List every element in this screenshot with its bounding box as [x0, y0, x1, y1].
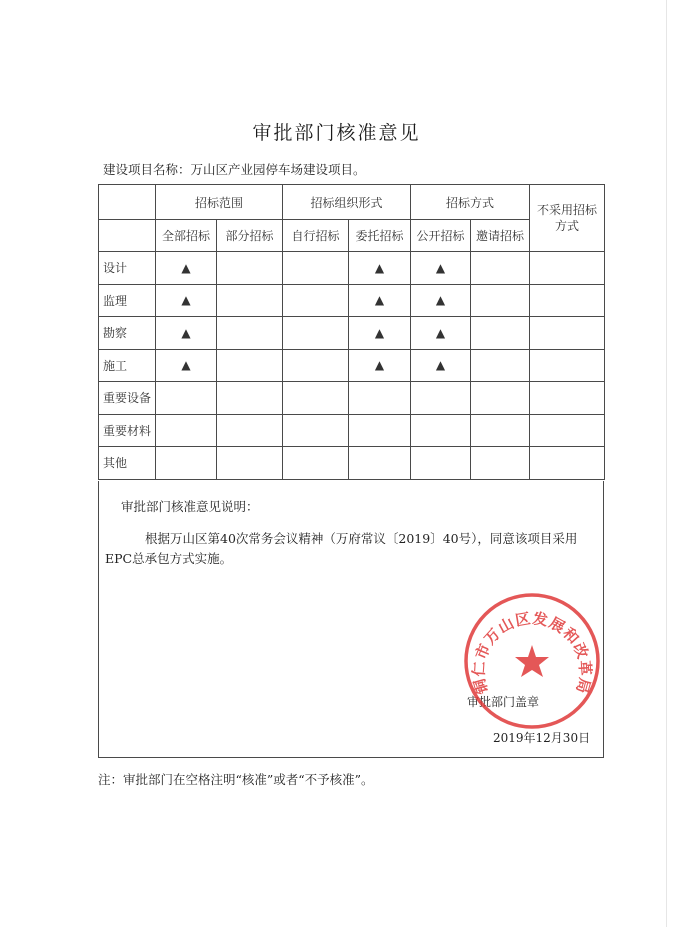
mark-cell — [530, 349, 605, 382]
mark-cell: ▲ — [411, 284, 471, 317]
mark-cell — [530, 414, 605, 447]
table-row — [99, 317, 605, 350]
header-org-form: 招标组织形式 — [283, 185, 411, 220]
official-seal-icon — [458, 591, 606, 733]
mark-cell — [283, 349, 349, 382]
mark-cell: ▲ — [411, 252, 471, 285]
mark-cell — [283, 317, 349, 350]
row-label: 勘察 — [99, 317, 156, 350]
mark-cell — [283, 414, 349, 447]
mark-cell — [283, 284, 349, 317]
table-row — [99, 447, 605, 480]
mark-cell: ▲ — [349, 349, 411, 382]
mark-cell — [471, 317, 530, 350]
mark-cell — [217, 414, 283, 447]
mark-cell — [217, 284, 283, 317]
project-name-line: 建设项目名称：万山区产业园停车场建设项目。 — [103, 162, 366, 177]
mark-cell — [471, 382, 530, 415]
subheader-partial: 部分招标 — [217, 220, 283, 252]
table-row — [99, 414, 605, 447]
approval-table — [98, 184, 605, 480]
mark-cell — [217, 447, 283, 480]
header-row-sub — [99, 220, 605, 252]
mark-cell — [349, 382, 411, 415]
subheader-open: 公开招标 — [411, 220, 471, 252]
mark-cell — [471, 284, 530, 317]
table-row — [99, 349, 605, 382]
table-row — [99, 382, 605, 415]
mark-cell — [411, 447, 471, 480]
mark-cell — [411, 382, 471, 415]
row-label: 设计 — [99, 252, 156, 285]
mark-cell — [471, 414, 530, 447]
subheader-self: 自行招标 — [283, 220, 349, 252]
subheader-all: 全部招标 — [156, 220, 217, 252]
mark-cell — [217, 252, 283, 285]
mark-cell — [471, 252, 530, 285]
notes-title: 审批部门核准意见说明： — [121, 499, 259, 514]
mark-cell — [283, 252, 349, 285]
mark-cell — [471, 447, 530, 480]
header-method: 招标方式 — [411, 185, 530, 220]
mark-cell — [530, 284, 605, 317]
footer-note: 注：审批部门在空格注明“核准”或者“不予核准”。 — [98, 772, 374, 787]
notes-body: 根据万山区第40次常务会议精神（万府常议〔2019〕40号），同意该项目采用EPC总承包方式实施。 — [105, 531, 578, 566]
mark-cell: ▲ — [411, 317, 471, 350]
table-row — [99, 284, 605, 317]
mark-cell — [349, 447, 411, 480]
mark-cell: ▲ — [156, 349, 217, 382]
page-title: 审批部门核准意见 — [252, 122, 421, 144]
mark-cell — [217, 317, 283, 350]
mark-cell — [217, 349, 283, 382]
mark-cell — [156, 414, 217, 447]
mark-cell: ▲ — [156, 284, 217, 317]
mark-cell — [156, 447, 217, 480]
header-no-bid: 不采用招标方式 — [530, 185, 605, 252]
mark-cell: ▲ — [411, 349, 471, 382]
header-scope: 招标范围 — [156, 185, 283, 220]
row-label: 重要设备 — [99, 382, 156, 415]
mark-cell — [411, 414, 471, 447]
mark-cell — [530, 447, 605, 480]
mark-cell: ▲ — [156, 317, 217, 350]
corner-cell-2 — [99, 220, 156, 252]
mark-cell — [283, 382, 349, 415]
row-label: 监理 — [99, 284, 156, 317]
mark-cell: ▲ — [349, 252, 411, 285]
subheader-entrusted: 委托招标 — [349, 220, 411, 252]
row-label: 施工 — [99, 349, 156, 382]
header-row-groups — [99, 185, 605, 220]
approval-date: 2019年12月30日 — [493, 731, 591, 745]
mark-cell: ▲ — [156, 252, 217, 285]
svg-text:铜仁市万山区发展和改革局: 铜仁市万山区发展和改革局 — [469, 609, 595, 697]
mark-cell — [471, 349, 530, 382]
mark-cell: ▲ — [349, 317, 411, 350]
corner-cell — [99, 185, 156, 220]
mark-cell — [283, 447, 349, 480]
row-label: 重要材料 — [99, 414, 156, 447]
mark-cell — [530, 382, 605, 415]
mark-cell: ▲ — [349, 284, 411, 317]
row-label: 其他 — [99, 447, 156, 480]
mark-cell — [530, 317, 605, 350]
mark-cell — [156, 382, 217, 415]
mark-cell — [530, 252, 605, 285]
table-row — [99, 252, 605, 285]
subheader-invited: 邀请招标 — [471, 220, 530, 252]
stamp-label: 审批部门盖章 — [467, 695, 540, 709]
mark-cell — [349, 414, 411, 447]
mark-cell — [217, 382, 283, 415]
